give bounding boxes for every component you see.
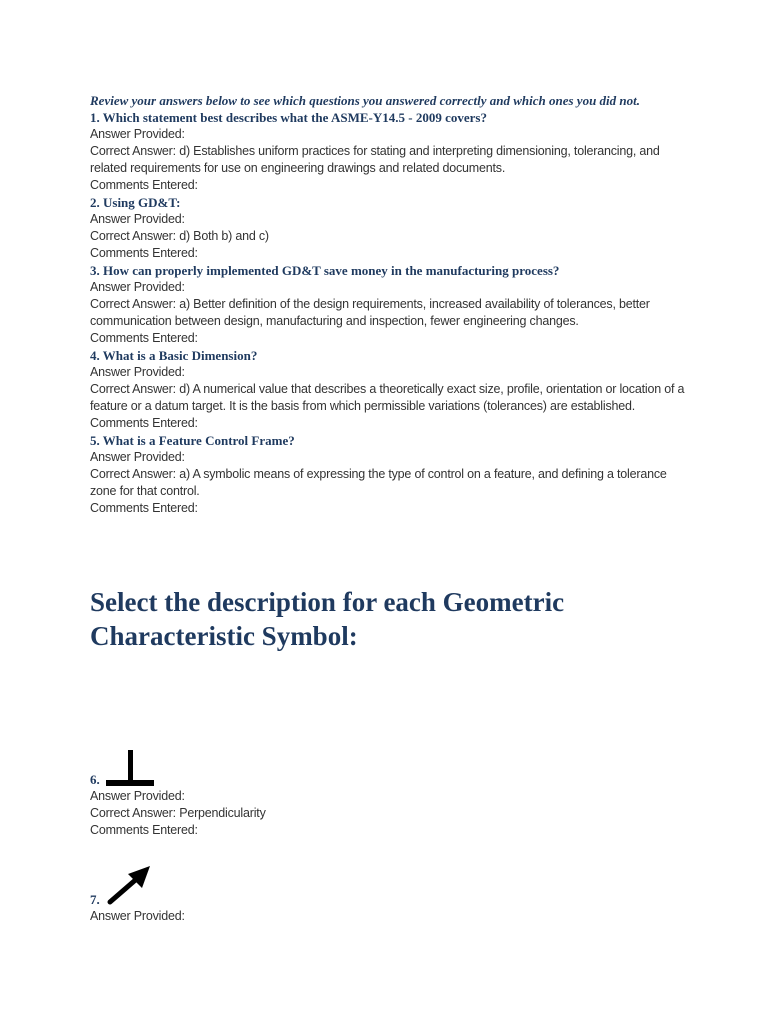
answer-provided: Answer Provided: [90, 212, 185, 226]
answer-provided: Answer Provided: [90, 450, 185, 464]
answer-provided: Answer Provided: [90, 789, 185, 803]
comments-entered: Comments Entered: [90, 501, 198, 515]
comments-entered: Comments Entered: [90, 331, 198, 345]
correct-answer: Correct Answer: d) Establishes uniform practices for stating and interpreting dimensioning, tolerancing, and related requirements for use on engineering drawings and related documents. [90, 144, 660, 175]
comments-entered: Comments Entered: [90, 178, 198, 192]
question-title: 2. Using GD&T: [90, 195, 181, 210]
correct-answer: Correct Answer: a) A symbolic means of expressing the type of control on a feature, and defining a tolerance zone for that control. [90, 467, 667, 498]
section-heading: Select the description for each Geometric Characteristic Symbol: [90, 587, 565, 651]
question-2 [90, 194, 690, 262]
review-intro: Review your answers below to see which questions you answered correctly and which ones you did not. [90, 93, 641, 108]
question-1 [90, 109, 690, 194]
correct-answer: Correct Answer: d) A numerical value that describes a theoretically exact size, profile, orientation or location of a feature or a datum target. It is the basis from which permissible variations (tolerances) are established. [90, 382, 685, 413]
answer-provided: Answer Provided: [90, 280, 185, 294]
perpendicularity-symbol-icon [104, 748, 156, 788]
correct-answer: Correct Answer: a) Better definition of the design requirements, increased availability of tolerances, better communication between design, manufacturing and inspection, fewer engineering changes. [90, 297, 650, 328]
question-5 [90, 432, 690, 517]
question-title: 5. What is a Feature Control Frame? [90, 433, 295, 448]
comments-entered: Comments Entered: [90, 823, 198, 837]
question-number: 7. [90, 892, 100, 907]
question-title: 4. What is a Basic Dimension? [90, 348, 258, 363]
answer-provided: Answer Provided: [90, 909, 185, 923]
correct-answer: Correct Answer: d) Both b) and c) [90, 229, 269, 243]
question-3 [90, 262, 690, 347]
question-title: 3. How can properly implemented GD&T save money in the manufacturing process? [90, 263, 560, 278]
question-4 [90, 347, 690, 432]
answer-provided: Answer Provided: [90, 127, 185, 141]
question-title: 1. Which statement best describes what the ASME-Y14.5 - 2009 covers? [90, 110, 487, 125]
question-number: 6. [90, 772, 100, 787]
question-7 [90, 868, 690, 925]
review-content [90, 92, 690, 517]
comments-entered: Comments Entered: [90, 246, 198, 260]
correct-answer: Correct Answer: Perpendicularity [90, 806, 266, 820]
question-6 [90, 748, 690, 839]
circular-runout-arrow-icon [104, 864, 156, 908]
comments-entered: Comments Entered: [90, 416, 198, 430]
answer-provided: Answer Provided: [90, 365, 185, 379]
